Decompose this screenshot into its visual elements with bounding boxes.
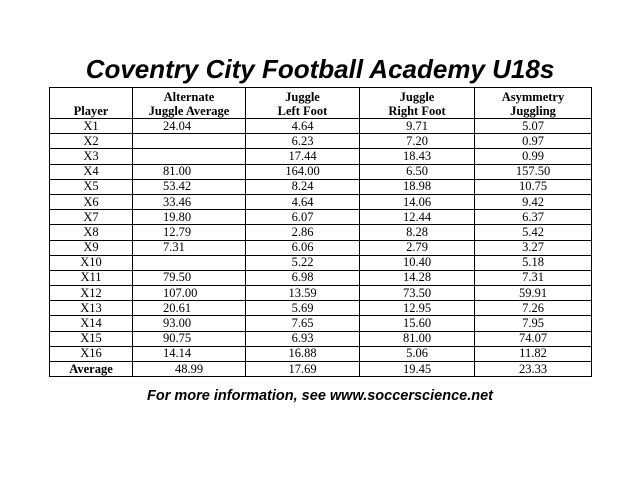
average-cell-juggle-right-foot: 19.45 bbox=[360, 362, 475, 377]
table-row bbox=[50, 331, 592, 346]
table-header-row bbox=[50, 88, 592, 119]
header-juggle-right-foot bbox=[360, 88, 475, 119]
cell-juggle-right-foot: 15.60 bbox=[360, 316, 475, 331]
cell-asymmetry-juggling: 7.26 bbox=[475, 301, 592, 316]
page-title: Coventry City Football Academy U18s bbox=[85, 54, 555, 84]
average-cell-juggle-left-foot: 17.69 bbox=[246, 362, 360, 377]
table-row bbox=[50, 179, 592, 194]
footer-info: For more information, see www.soccerscience.net bbox=[147, 388, 493, 404]
cell-asymmetry-juggling: 5.18 bbox=[475, 255, 592, 270]
header-left-line2: Left Foot bbox=[277, 104, 328, 118]
table-row bbox=[50, 301, 592, 316]
table-row bbox=[50, 270, 592, 285]
cell-asymmetry-juggling: 9.42 bbox=[475, 194, 592, 209]
header-player-line2: Player bbox=[73, 104, 109, 118]
cell-juggle-left-foot: 6.23 bbox=[246, 134, 360, 149]
header-player bbox=[50, 88, 133, 119]
cell-juggle-left-foot: 5.22 bbox=[246, 255, 360, 270]
table-row bbox=[50, 225, 592, 240]
cell-alternate-juggle-average: 81.00 bbox=[133, 164, 246, 179]
cell-asymmetry-juggling: 6.37 bbox=[475, 210, 592, 225]
cell-player: X5 bbox=[50, 179, 133, 194]
cell-player: X6 bbox=[50, 194, 133, 209]
cell-juggle-right-foot: 8.28 bbox=[360, 225, 475, 240]
cell-juggle-right-foot: 5.06 bbox=[360, 346, 475, 361]
cell-player: X10 bbox=[50, 255, 133, 270]
cell-juggle-right-foot: 9.71 bbox=[360, 119, 475, 134]
table-row bbox=[50, 164, 592, 179]
average-cell-player: Average bbox=[50, 362, 133, 377]
cell-asymmetry-juggling: 157.50 bbox=[475, 164, 592, 179]
cell-alternate-juggle-average bbox=[133, 255, 246, 270]
cell-player: X8 bbox=[50, 225, 133, 240]
average-cell-alternate-juggle-average: 48.99 bbox=[133, 362, 246, 377]
cell-player: X1 bbox=[50, 119, 133, 134]
cell-player: X3 bbox=[50, 149, 133, 164]
cell-alternate-juggle-average bbox=[133, 134, 246, 149]
table-row bbox=[50, 346, 592, 361]
cell-player: X11 bbox=[50, 270, 133, 285]
average-row bbox=[50, 362, 592, 377]
cell-player: X14 bbox=[50, 316, 133, 331]
cell-juggle-left-foot: 4.64 bbox=[246, 194, 360, 209]
cell-player: X13 bbox=[50, 301, 133, 316]
cell-juggle-right-foot: 14.06 bbox=[360, 194, 475, 209]
cell-alternate-juggle-average: 20.61 bbox=[133, 301, 246, 316]
cell-alternate-juggle-average: 107.00 bbox=[133, 286, 246, 301]
cell-alternate-juggle-average: 90.75 bbox=[133, 331, 246, 346]
table-row bbox=[50, 194, 592, 209]
cell-player: X7 bbox=[50, 210, 133, 225]
cell-juggle-left-foot: 2.86 bbox=[246, 225, 360, 240]
cell-asymmetry-juggling: 74.07 bbox=[475, 331, 592, 346]
cell-player: X9 bbox=[50, 240, 133, 255]
cell-alternate-juggle-average: 14.14 bbox=[133, 346, 246, 361]
average-cell-asymmetry-juggling: 23.33 bbox=[475, 362, 592, 377]
table-row bbox=[50, 255, 592, 270]
cell-juggle-right-foot: 18.43 bbox=[360, 149, 475, 164]
header-asym-line1: Asymmetry bbox=[501, 90, 565, 104]
cell-asymmetry-juggling: 5.42 bbox=[475, 225, 592, 240]
header-right-line2: Right Foot bbox=[388, 104, 446, 118]
cell-alternate-juggle-average: 53.42 bbox=[133, 179, 246, 194]
table-row bbox=[50, 134, 592, 149]
header-alt-line1: Alternate bbox=[163, 90, 215, 104]
cell-asymmetry-juggling: 0.99 bbox=[475, 149, 592, 164]
table-row bbox=[50, 316, 592, 331]
cell-asymmetry-juggling: 11.82 bbox=[475, 346, 592, 361]
cell-juggle-left-foot: 4.64 bbox=[246, 119, 360, 134]
cell-alternate-juggle-average: 24.04 bbox=[133, 119, 246, 134]
header-alt-line2: Juggle Average bbox=[148, 104, 230, 118]
cell-alternate-juggle-average: 19.80 bbox=[133, 210, 246, 225]
cell-asymmetry-juggling: 7.95 bbox=[475, 316, 592, 331]
cell-juggle-left-foot: 17.44 bbox=[246, 149, 360, 164]
juggling-stats-table bbox=[49, 87, 592, 377]
cell-player: X4 bbox=[50, 164, 133, 179]
cell-juggle-left-foot: 6.93 bbox=[246, 331, 360, 346]
cell-alternate-juggle-average: 33.46 bbox=[133, 194, 246, 209]
cell-player: X16 bbox=[50, 346, 133, 361]
cell-juggle-left-foot: 16.88 bbox=[246, 346, 360, 361]
cell-juggle-right-foot: 10.40 bbox=[360, 255, 475, 270]
table-row bbox=[50, 286, 592, 301]
cell-juggle-left-foot: 7.65 bbox=[246, 316, 360, 331]
table-body bbox=[50, 119, 592, 377]
cell-alternate-juggle-average: 7.31 bbox=[133, 240, 246, 255]
cell-asymmetry-juggling: 5.07 bbox=[475, 119, 592, 134]
cell-asymmetry-juggling: 0.97 bbox=[475, 134, 592, 149]
cell-juggle-left-foot: 164.00 bbox=[246, 164, 360, 179]
cell-alternate-juggle-average: 12.79 bbox=[133, 225, 246, 240]
cell-juggle-right-foot: 14.28 bbox=[360, 270, 475, 285]
cell-asymmetry-juggling: 3.27 bbox=[475, 240, 592, 255]
cell-juggle-right-foot: 2.79 bbox=[360, 240, 475, 255]
cell-alternate-juggle-average: 79.50 bbox=[133, 270, 246, 285]
table-row bbox=[50, 240, 592, 255]
header-right-line1: Juggle bbox=[399, 90, 435, 104]
cell-player: X15 bbox=[50, 331, 133, 346]
cell-player: X12 bbox=[50, 286, 133, 301]
cell-juggle-right-foot: 73.50 bbox=[360, 286, 475, 301]
cell-juggle-left-foot: 6.07 bbox=[246, 210, 360, 225]
cell-juggle-right-foot: 12.44 bbox=[360, 210, 475, 225]
cell-player: X2 bbox=[50, 134, 133, 149]
cell-juggle-left-foot: 6.98 bbox=[246, 270, 360, 285]
header-asym-line2: Juggling bbox=[510, 104, 556, 118]
cell-alternate-juggle-average bbox=[133, 149, 246, 164]
cell-juggle-right-foot: 18.98 bbox=[360, 179, 475, 194]
cell-juggle-left-foot: 13.59 bbox=[246, 286, 360, 301]
cell-juggle-right-foot: 6.50 bbox=[360, 164, 475, 179]
cell-asymmetry-juggling: 10.75 bbox=[475, 179, 592, 194]
table-row bbox=[50, 149, 592, 164]
table-row bbox=[50, 119, 592, 134]
cell-juggle-right-foot: 12.95 bbox=[360, 301, 475, 316]
cell-juggle-right-foot: 81.00 bbox=[360, 331, 475, 346]
cell-asymmetry-juggling: 59.91 bbox=[475, 286, 592, 301]
header-asymmetry-juggling bbox=[475, 88, 592, 119]
cell-juggle-left-foot: 6.06 bbox=[246, 240, 360, 255]
cell-asymmetry-juggling: 7.31 bbox=[475, 270, 592, 285]
cell-juggle-left-foot: 8.24 bbox=[246, 179, 360, 194]
cell-juggle-right-foot: 7.20 bbox=[360, 134, 475, 149]
cell-alternate-juggle-average: 93.00 bbox=[133, 316, 246, 331]
header-juggle-left-foot bbox=[246, 88, 360, 119]
cell-juggle-left-foot: 5.69 bbox=[246, 301, 360, 316]
header-left-line1: Juggle bbox=[285, 90, 320, 104]
header-alternate-juggle-average bbox=[133, 88, 246, 119]
table-row bbox=[50, 210, 592, 225]
